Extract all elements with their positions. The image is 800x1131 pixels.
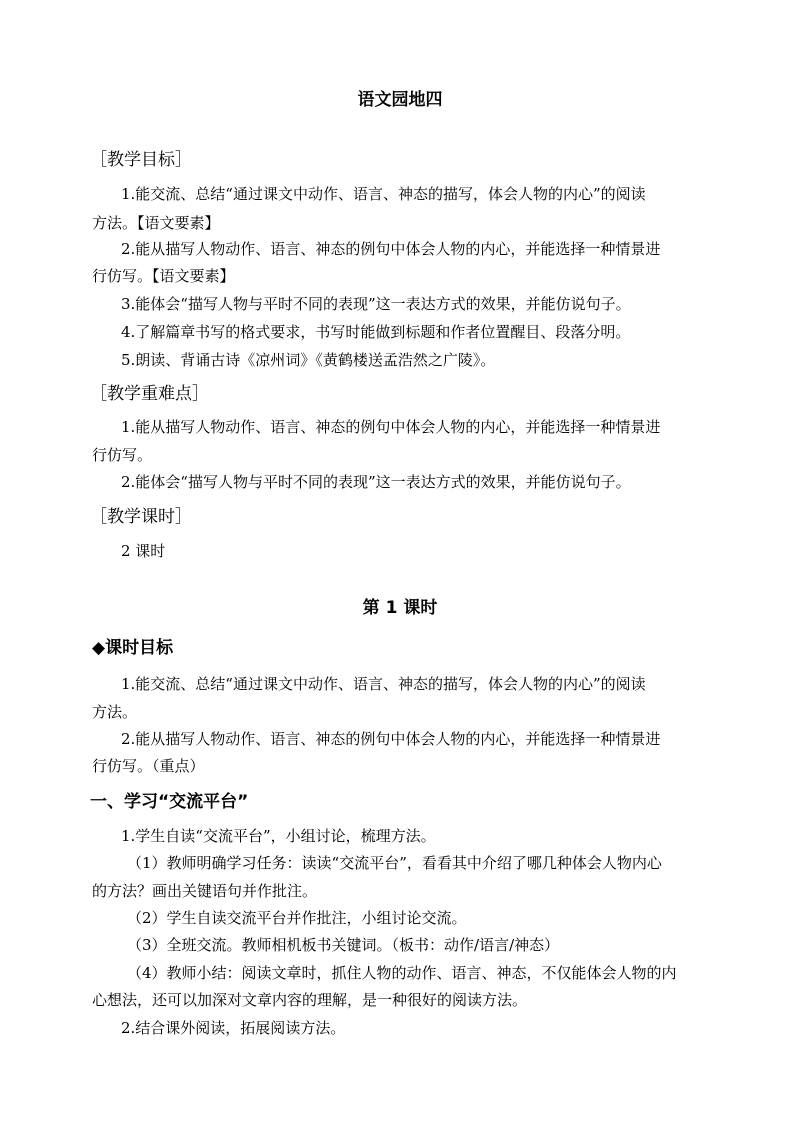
part1-line: 心想法，还可以加深对文章内容的理解，是一种很好的阅读方法。 [92,991,528,1009]
part1-line: （3）全班交流。教师相机板书关键词。（板书：动作/语言/神态） [127,936,560,954]
lesson-goal-line: 行仿写。（重点） [92,757,205,775]
section-heading-hours: ［教学课时］ [90,507,192,527]
goal-line: 行仿写。【语文要素】 [92,267,235,285]
goal-line: 1.能交流、总结“通过课文中动作、语言、神态的描写，体会人物的内心”的阅读 [121,185,646,203]
goal-line: 5.朗读、背诵古诗《凉州词》《黄鹤楼送孟浩然之广陵》。 [121,351,496,369]
lesson-goals-heading: ◆课时目标 [92,638,174,658]
section-heading-key-points: ［教学重难点］ [90,384,209,404]
lesson-goal-line: 方法。 [92,703,138,721]
section-heading-goals: ［教学目标］ [90,150,192,170]
document-title: 语文园地四 [357,90,443,110]
goal-line: 3.能体会“描写人物与平时不同的表现”这一表达方式的效果，并能仿说句子。 [121,295,631,313]
part1-line: 的方法？画出关键语句并作批注。 [92,882,318,900]
goal-line: 4.了解篇章书写的格式要求，书写时能做到标题和作者位置醒目、段落分明。 [121,323,631,341]
part1-line: （1）教师明确学习任务：读读“交流平台”，看看其中介绍了哪几种体会人物内心 [127,854,662,872]
part1-line: （4）教师小结：阅读文章时，抓住人物的动作、语言、神态，不仅能体会人物的内 [127,964,677,982]
part1-line: 1.学生自读“交流平台”，小组讨论，梳理方法。 [121,827,436,845]
part1-line: 2.结合课外阅读，拓展阅读方法。 [121,1019,346,1037]
lesson-title: 第 1 课时 [362,598,438,618]
lesson-goal-line: 1.能交流、总结“通过课文中动作、语言、神态的描写，体会人物的内心”的阅读 [121,675,646,693]
hours-value: 2 课时 [121,542,166,560]
key-point-line: 1.能从描写人物动作、语言、神态的例句中体会人物的内心，并能选择一种情景进 [121,418,661,436]
key-point-line: 2.能体会“描写人物与平时不同的表现”这一表达方式的效果，并能仿说句子。 [121,473,631,491]
part1-line: （2）学生自读交流平台并作批注，小组讨论交流。 [127,909,467,927]
key-point-line: 行仿写。 [92,446,153,464]
lesson-goal-line: 2.能从描写人物动作、语言、神态的例句中体会人物的内心，并能选择一种情景进 [121,730,661,748]
goal-line: 2.能从描写人物动作、语言、神态的例句中体会人物的内心，并能选择一种情景进 [121,240,661,258]
part1-heading: 一、学习“交流平台” [90,792,249,812]
goal-line: 方法。【语文要素】 [92,214,220,232]
